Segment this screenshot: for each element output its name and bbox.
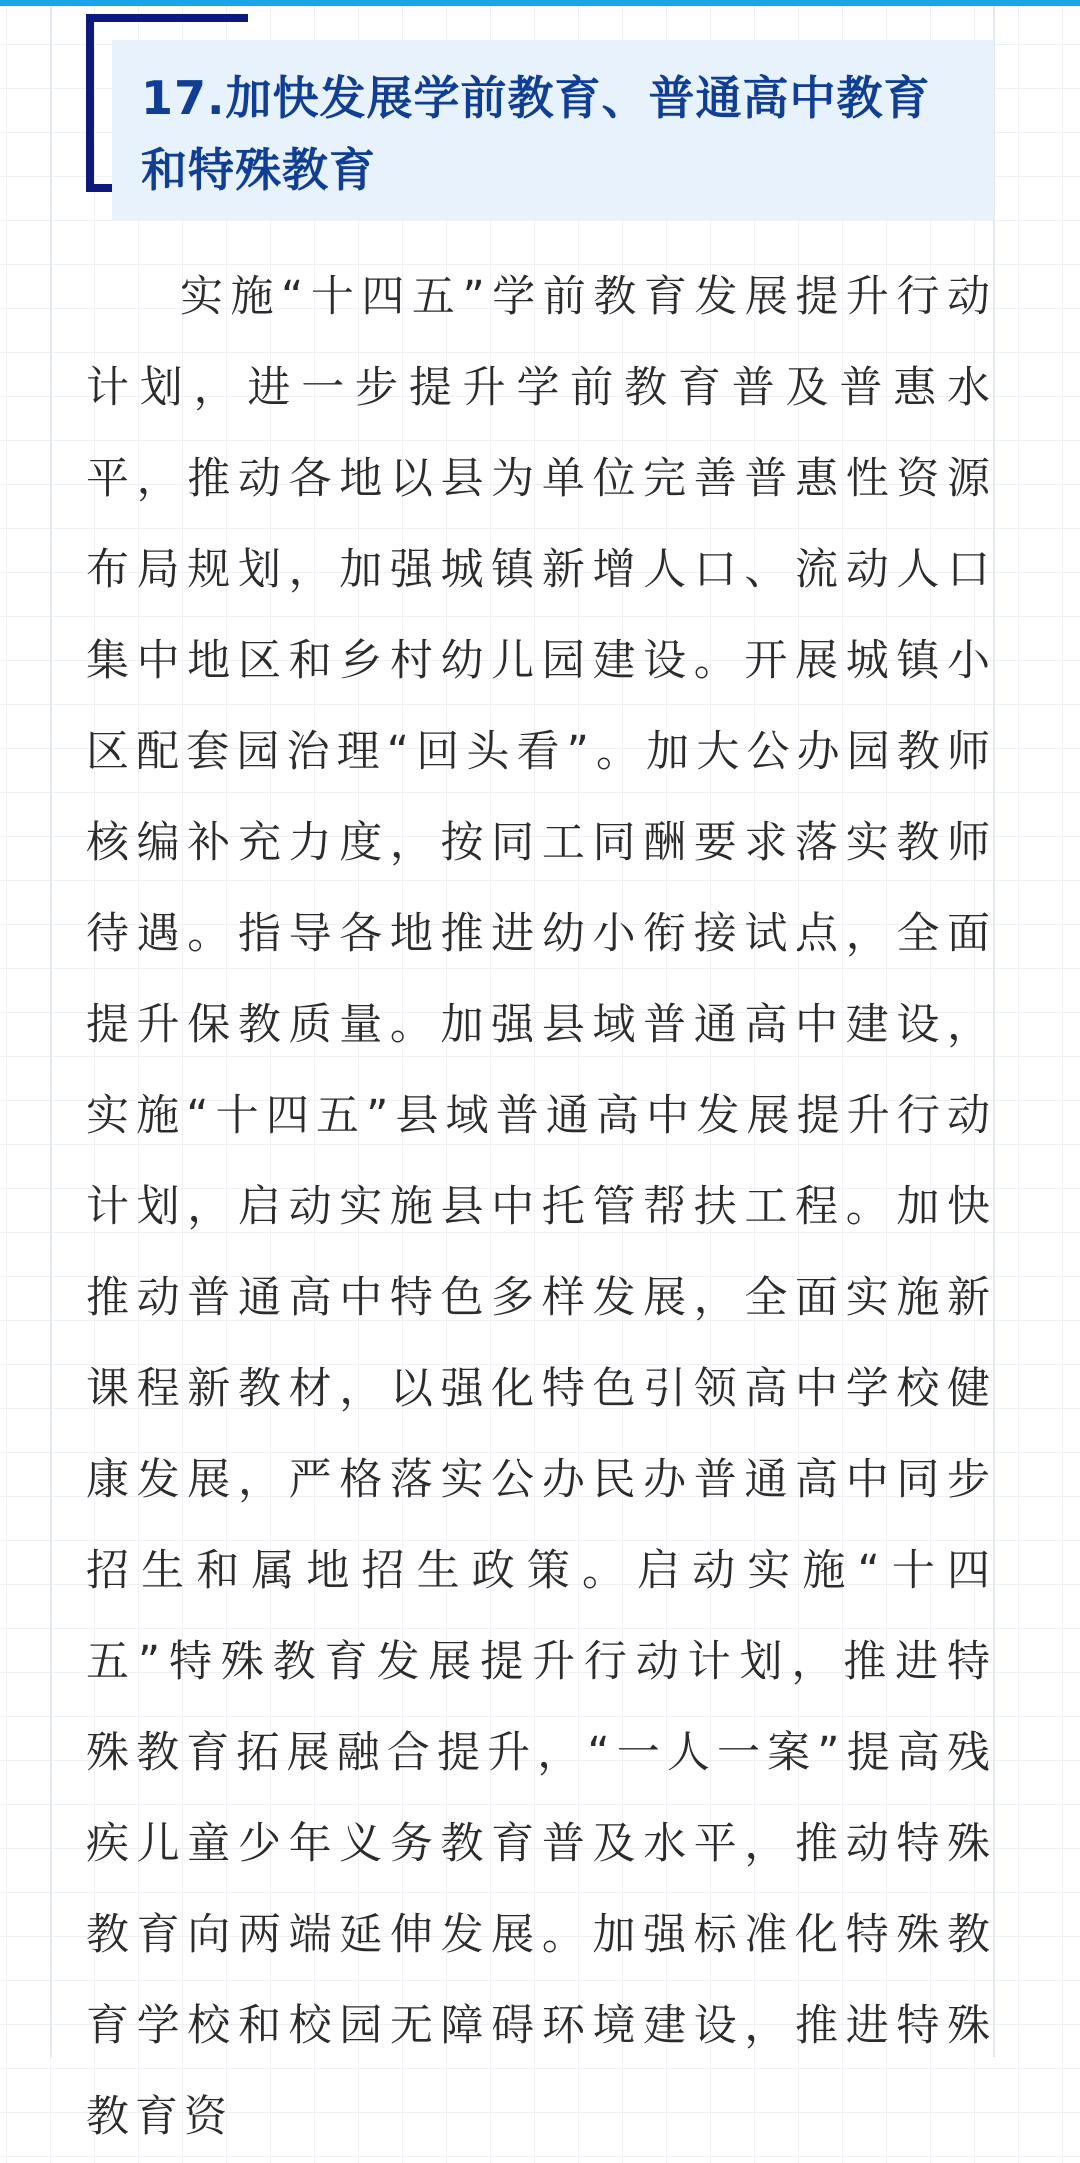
- section-heading-box: [112, 40, 994, 220]
- body-paragraph: 实施“十四五”学前教育发展提升行动计划，进一步提升学前教育普及普惠水平，推动各地以县为单位完善普惠性资源布局规划，加强城镇新增人口、流动人口集中地区和乡村幼儿园建设。开展城镇小区配套园治理“回头看”。加大公办园教师核编补充力度，按同工同酬要求落实教师待遇。指导各地推进幼小衔接试点，全面提升保教质量。加强县域普通高中建设，实施“十四五”县域普通高中发展提升行动计划，启动实施县中托管帮扶工程。加快推动普通高中特色多样发展，全面实施新课程新教材，以强化特色引领高中学校健康发展，严格落实公办民办普通高中同步招生和属地招生政策。启动实施“十四五”特殊教育发展提升行动计划，推进特殊教育拓展融合提升，“一人一案”提高残疾儿童少年义务教育普及水平，推动特殊教育向两端延伸发展。加强标准化特殊教育学校和校园无障碍环境建设，推进特殊教育资: [86, 272, 996, 2142]
- section-heading: 17.加快发展学前教育、普通高中教育和特殊教育: [141, 71, 931, 197]
- article-body: [86, 252, 996, 2163]
